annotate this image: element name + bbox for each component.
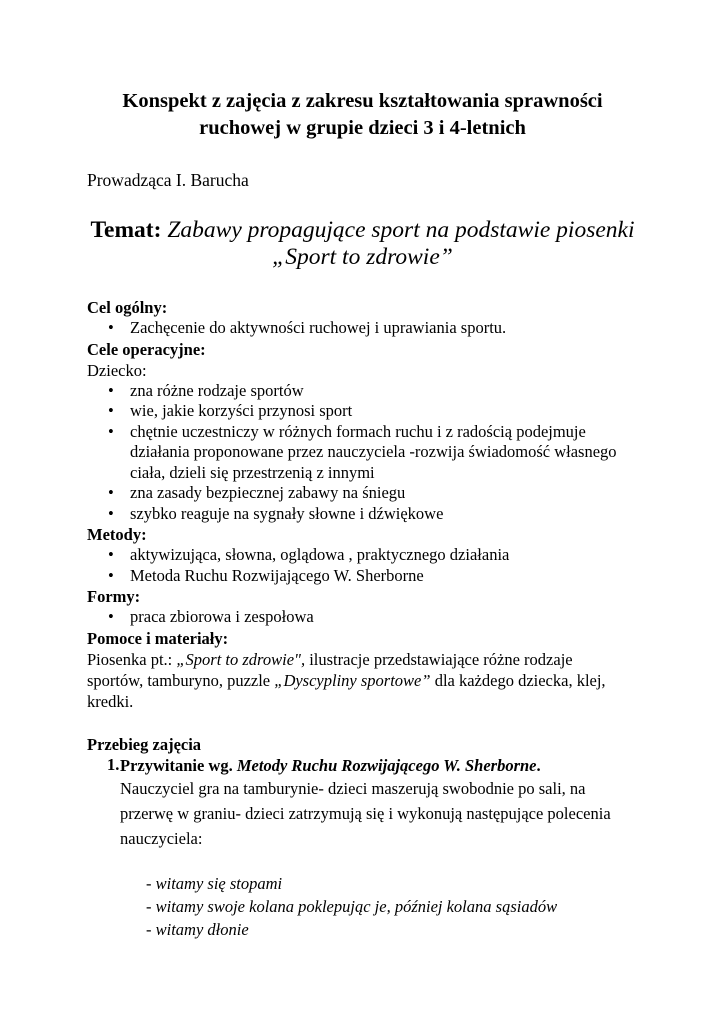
topic xyxy=(60,217,665,271)
metody-heading: Metody: xyxy=(87,525,147,544)
bullet-icon: • xyxy=(108,503,114,523)
sub-item: - witamy swoje kolana poklepując je, później kolana sąsiadów xyxy=(146,896,558,916)
step-description: Nauczyciel gra na tamburynie- dzieci maszerują swobodnie po sali, na przerwę w graniu- dzieci zatrzymują się i wykonują następujące polecenia nauczyciela: xyxy=(120,778,611,848)
list-item: • Metoda Ruchu Rozwijającego W. Sherborne xyxy=(108,565,424,585)
pomoce-line-2: sportów, tamburyno, puzzle „Dyscypliny sportowe” dla każdego dziecka, klej, xyxy=(87,670,606,690)
teacher-name: Prowadząca I. Barucha xyxy=(87,170,249,190)
list-item: • wie, jakie korzyści przynosi sport xyxy=(108,401,353,420)
list-item: • chętnie uczestniczy w różnych formach ruchu i z radością podejmuje działania proponowane przez nauczyciela -rozwija świadomość własnego ciała, dzieli się przestrzenią z innymi xyxy=(108,421,617,482)
bullet-icon: • xyxy=(108,483,114,502)
cele-operacyjne-heading: Cele operacyjne: xyxy=(87,339,206,359)
pomoce-line-1: Piosenka pt.: „Sport to zdrowie", ilustracje przedstawiające różne rodzaje xyxy=(87,649,573,669)
list-item: • aktywizująca, słowna, oglądowa , praktycznego działania xyxy=(108,545,510,564)
document-body xyxy=(87,297,687,941)
document-title xyxy=(60,88,665,142)
step-number: 1. xyxy=(107,754,120,774)
przebieg-heading: Przebieg zajęcia xyxy=(87,734,202,754)
sub-item: - witamy się stopami xyxy=(146,873,283,893)
step-1 xyxy=(87,755,687,941)
cele-operacyjne-intro: Dziecko: xyxy=(87,360,147,380)
cel-ogolny-list xyxy=(87,318,687,339)
step-title: Przywitanie wg. Metody Ruchu Rozwijającego W. Sherborne. xyxy=(120,755,541,775)
metody-list xyxy=(87,545,687,586)
topic-label: Temat: xyxy=(90,217,162,243)
list-item: • zna różne rodzaje sportów xyxy=(108,380,304,400)
title-line-2: ruchowej w grupie dzieci 3 i 4-letnich xyxy=(199,117,526,139)
puzzle-title: „Dyscypliny sportowe” xyxy=(274,670,431,690)
list-item: • Zachęcenie do aktywności ruchowej i uprawiania sportu. xyxy=(108,318,507,337)
pomoce-line-3: kredki. xyxy=(87,691,134,711)
step-sub-list xyxy=(120,872,687,941)
bullet-icon: • xyxy=(108,401,114,420)
bullet-icon: • xyxy=(108,545,114,564)
formy-heading: Formy: xyxy=(87,587,141,606)
cel-ogolny-heading: Cel ogólny: xyxy=(87,298,168,317)
bullet-icon: • xyxy=(108,421,114,441)
bullet-icon: • xyxy=(108,318,114,337)
pomoce-heading: Pomoce i materiały: xyxy=(87,628,229,648)
topic-line-1: Zabawy propagujące sport na podstawie piosenki xyxy=(167,217,635,243)
bullet-icon: • xyxy=(108,565,114,585)
topic-line-2: „Sport to zdrowie” xyxy=(272,244,453,270)
list-item: • szybko reaguje na sygnały słowne i dźwiękowe xyxy=(108,503,444,523)
bullet-icon: • xyxy=(108,607,114,626)
list-item: • zna zasady bezpiecznej zabawy na śniegu xyxy=(108,483,406,502)
sub-item: - witamy dłonie xyxy=(146,919,249,939)
list-item: • praca zbiorowa i zespołowa xyxy=(108,607,314,626)
title-line-1: Konspekt z zajęcia z zakresu kształtowania sprawności xyxy=(122,90,603,112)
cele-operacyjne-list xyxy=(87,381,687,525)
formy-list xyxy=(87,607,687,628)
song-title: „Sport to zdrowie", xyxy=(176,649,306,669)
bullet-icon: • xyxy=(108,380,114,400)
